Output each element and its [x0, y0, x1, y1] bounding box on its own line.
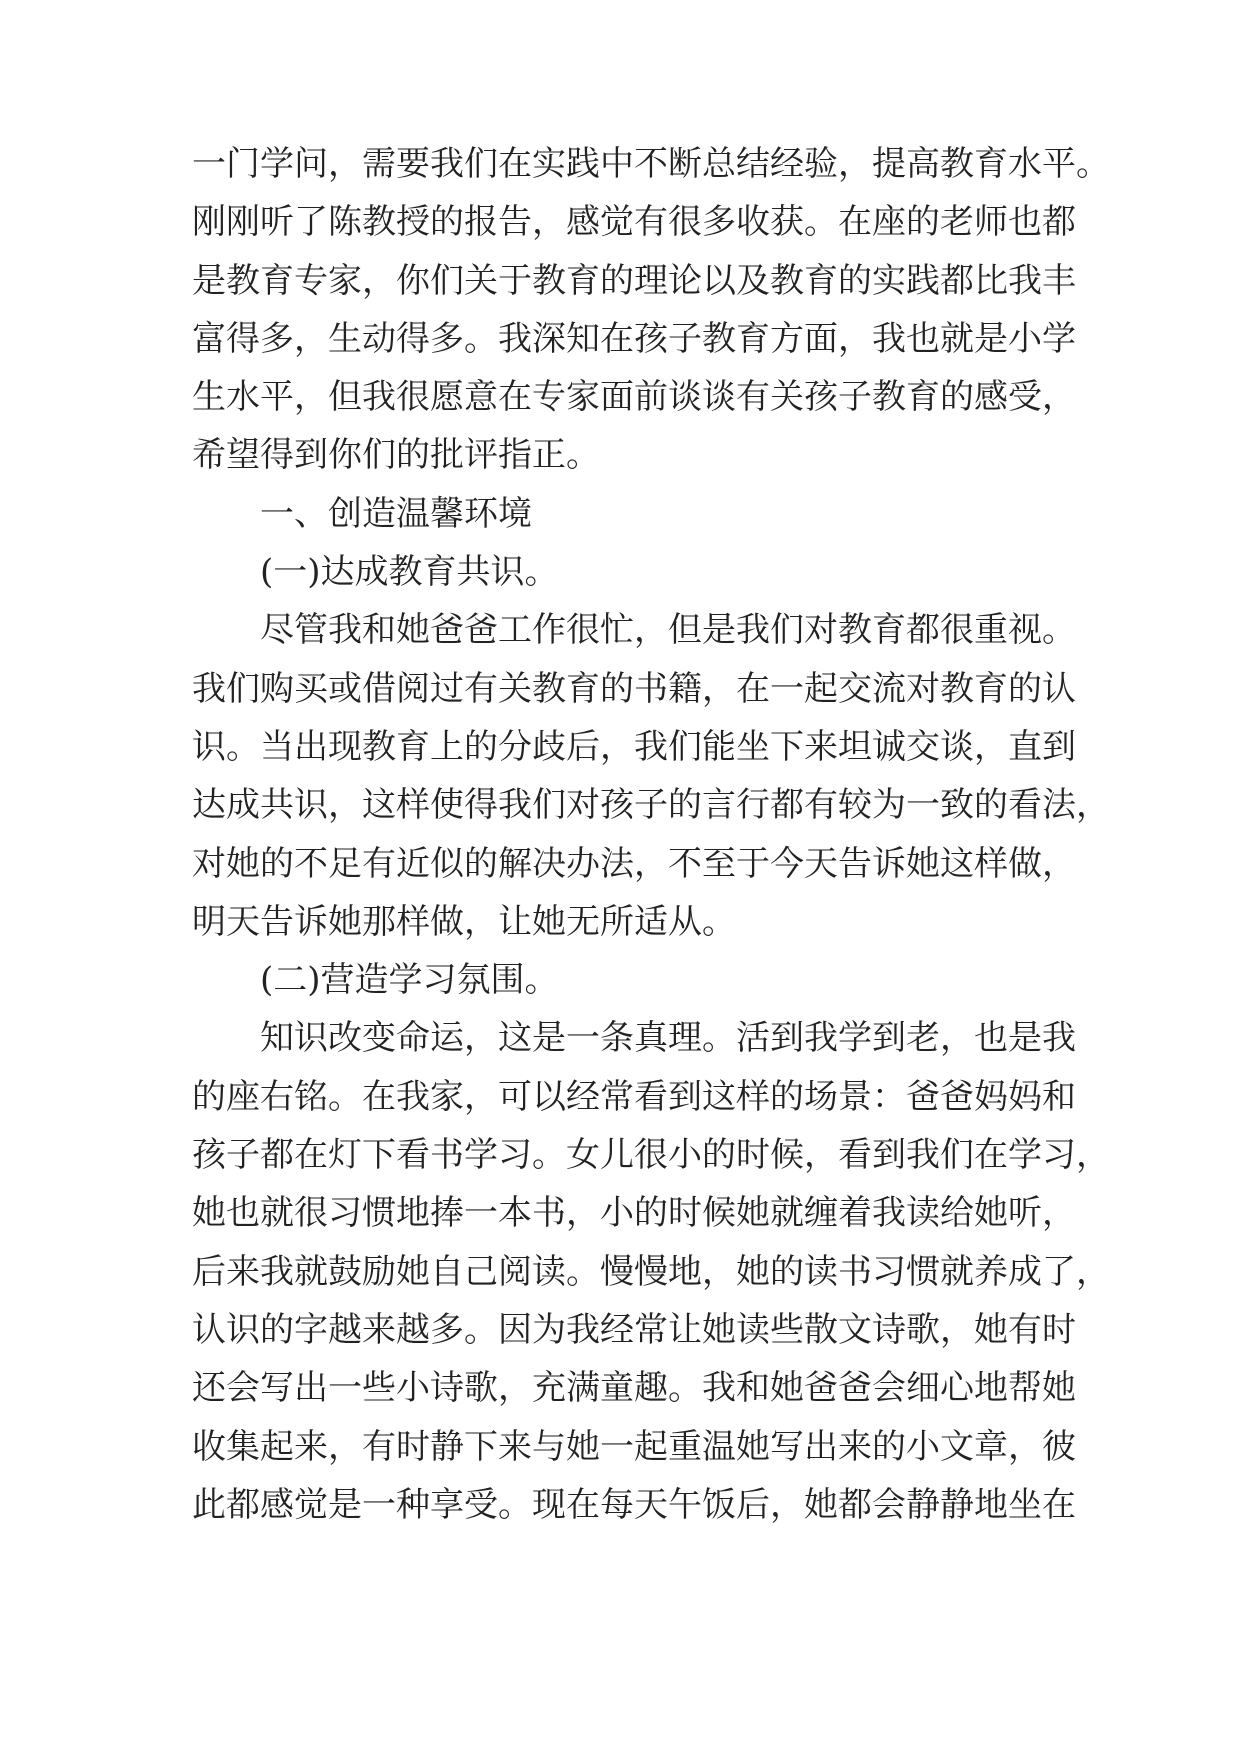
text-line-17: 的座右铭。在我家，可以经常看到这样的场景：爸爸妈妈和	[192, 1076, 1076, 1117]
text-line-12: 达成共识，这样使得我们对孩子的言行都有较为一致的看法，	[192, 785, 1110, 826]
text-line-21: 认识的字越来越多。因为我经常让她读些散文诗歌，她有时	[192, 1309, 1076, 1350]
text-line-13: 对她的不足有近似的解决办法，不至于今天告诉她这样做，	[192, 843, 1076, 884]
text-line-14: 明天告诉她那样做，让她无所适从。	[192, 901, 736, 942]
text-line-24: 此都感觉是一种享受。现在每天午饭后，她都会静静地坐在	[192, 1484, 1076, 1525]
text-line-10: 我们购买或借阅过有关教育的书籍，在一起交流对教育的认	[192, 668, 1076, 709]
text-line-23: 收集起来，有时静下来与她一起重温她写出来的小文章，彼	[192, 1426, 1076, 1467]
text-line-18: 孩子都在灯下看书学习。女儿很小的时候，看到我们在学习，	[192, 1135, 1110, 1176]
text-line-16: 知识改变命运，这是一条真理。活到我学到老，也是我	[192, 1018, 1076, 1059]
text-line-1: 一门学问，需要我们在实践中不断总结经验，提高教育水平。	[192, 144, 1110, 184]
text-line-20: 后来我就鼓励她自己阅读。慢慢地，她的读书习惯就养成了，	[192, 1251, 1110, 1292]
section-heading-1: 一、创造温馨环境	[192, 493, 532, 534]
text-line-19: 她也就很习惯地捧一本书，小的时候她就缠着我读给她听，	[192, 1193, 1076, 1234]
text-line-22: 还会写出一些小诗歌，充满童趣。我和她爸爸会细心地帮她	[192, 1368, 1076, 1409]
text-line-4: 富得多，生动得多。我深知在孩子教育方面，我也就是小学	[192, 318, 1076, 359]
text-line-3: 是教育专家，你们关于教育的理论以及教育的实践都比我丰	[192, 260, 1076, 301]
subsection-heading-2: (二)营造学习氛围。	[192, 960, 559, 1001]
text-line-2: 刚刚听了陈教授的报告，感觉有很多收获。在座的老师也都	[192, 202, 1076, 243]
text-line-11: 识。当出现教育上的分歧后，我们能坐下来坦诚交谈，直到	[192, 726, 1076, 767]
body-text	[192, 135, 1110, 1534]
text-line-5: 生水平，但我很愿意在专家面前谈谈有关孩子教育的感受，	[192, 377, 1076, 418]
subsection-heading-1: (一)达成教育共识。	[192, 552, 559, 593]
text-line-6: 希望得到你们的批评指正。	[192, 435, 600, 476]
text-line-9: 尽管我和她爸爸工作很忙，但是我们对教育都很重视。	[192, 610, 1076, 651]
